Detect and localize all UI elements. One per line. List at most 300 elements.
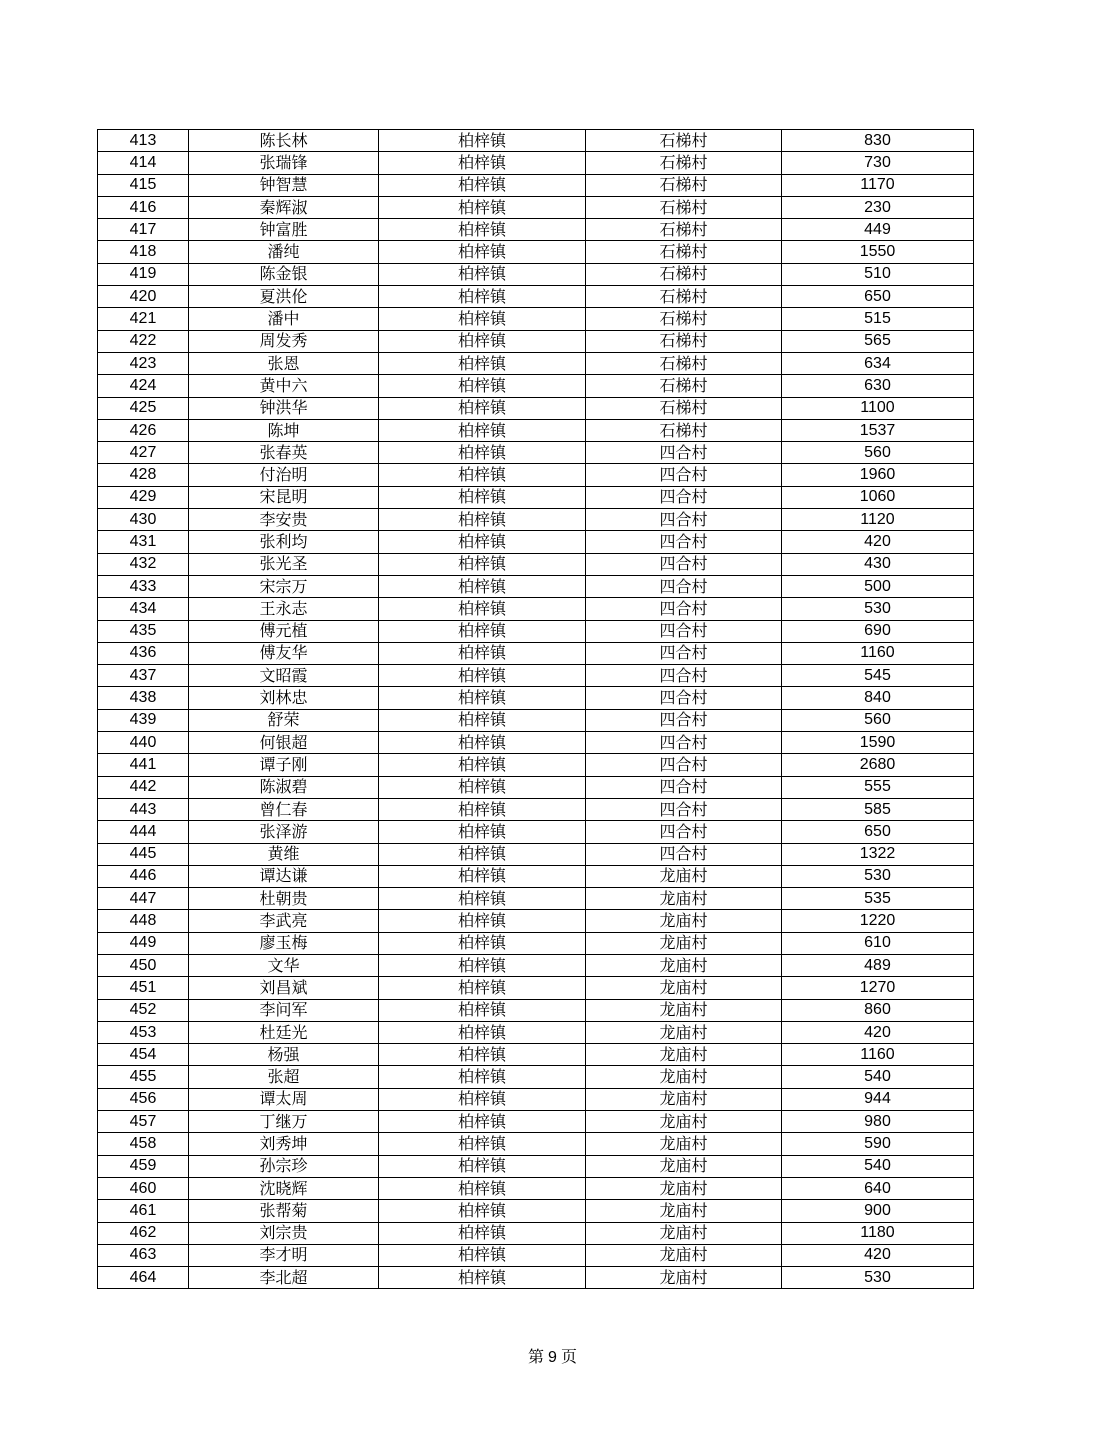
village-cell: 四合村 [586, 843, 782, 865]
village-cell: 四合村 [586, 620, 782, 642]
amount-cell: 515 [782, 308, 974, 330]
name-cell: 谭子刚 [189, 754, 379, 776]
table-row [98, 553, 974, 575]
amount-cell: 2680 [782, 754, 974, 776]
town-cell: 柏梓镇 [379, 843, 586, 865]
amount-cell: 610 [782, 932, 974, 954]
row-number-cell: 434 [98, 598, 189, 620]
row-number-cell: 422 [98, 330, 189, 352]
name-cell: 李安贵 [189, 509, 379, 531]
name-cell: 付治明 [189, 464, 379, 486]
village-cell: 四合村 [586, 464, 782, 486]
row-number-cell: 452 [98, 999, 189, 1021]
row-number-cell: 448 [98, 910, 189, 932]
name-cell: 舒荣 [189, 709, 379, 731]
village-cell: 龙庙村 [586, 1155, 782, 1177]
village-cell: 龙庙村 [586, 888, 782, 910]
town-cell: 柏梓镇 [379, 642, 586, 664]
amount-cell: 530 [782, 865, 974, 887]
village-cell: 石梯村 [586, 419, 782, 441]
name-cell: 何银超 [189, 732, 379, 754]
name-cell: 张泽游 [189, 821, 379, 843]
town-cell: 柏梓镇 [379, 798, 586, 820]
village-cell: 四合村 [586, 821, 782, 843]
village-cell: 龙庙村 [586, 1222, 782, 1244]
village-cell: 龙庙村 [586, 1267, 782, 1289]
name-cell: 刘林忠 [189, 687, 379, 709]
name-cell: 夏洪伦 [189, 286, 379, 308]
village-cell: 龙庙村 [586, 1088, 782, 1110]
name-cell: 傅友华 [189, 642, 379, 664]
row-number-cell: 437 [98, 665, 189, 687]
table-row [98, 1088, 974, 1110]
amount-cell: 860 [782, 999, 974, 1021]
table-row [98, 509, 974, 531]
table-row [98, 330, 974, 352]
village-cell: 四合村 [586, 598, 782, 620]
row-number-cell: 413 [98, 130, 189, 152]
row-number-cell: 460 [98, 1177, 189, 1199]
town-cell: 柏梓镇 [379, 1200, 586, 1222]
row-number-cell: 450 [98, 954, 189, 976]
amount-cell: 489 [782, 954, 974, 976]
amount-cell: 1220 [782, 910, 974, 932]
name-cell: 潘纯 [189, 241, 379, 263]
village-cell: 石梯村 [586, 397, 782, 419]
row-number-cell: 418 [98, 241, 189, 263]
table-row [98, 977, 974, 999]
row-number-cell: 439 [98, 709, 189, 731]
town-cell: 柏梓镇 [379, 553, 586, 575]
village-cell: 龙庙村 [586, 999, 782, 1021]
row-number-cell: 441 [98, 754, 189, 776]
amount-cell: 634 [782, 352, 974, 374]
town-cell: 柏梓镇 [379, 910, 586, 932]
name-cell: 廖玉梅 [189, 932, 379, 954]
name-cell: 钟富胜 [189, 219, 379, 241]
amount-cell: 590 [782, 1133, 974, 1155]
village-cell: 龙庙村 [586, 865, 782, 887]
table-row [98, 1177, 974, 1199]
row-number-cell: 427 [98, 442, 189, 464]
name-cell: 杜廷光 [189, 1021, 379, 1043]
row-number-cell: 447 [98, 888, 189, 910]
table-row [98, 865, 974, 887]
village-cell: 石梯村 [586, 152, 782, 174]
amount-cell: 1180 [782, 1222, 974, 1244]
village-cell: 四合村 [586, 754, 782, 776]
town-cell: 柏梓镇 [379, 397, 586, 419]
row-number-cell: 457 [98, 1111, 189, 1133]
table-row [98, 620, 974, 642]
table-row [98, 1066, 974, 1088]
row-number-cell: 438 [98, 687, 189, 709]
village-cell: 龙庙村 [586, 1177, 782, 1199]
row-number-cell: 445 [98, 843, 189, 865]
table-row [98, 665, 974, 687]
village-cell: 四合村 [586, 665, 782, 687]
row-number-cell: 459 [98, 1155, 189, 1177]
town-cell: 柏梓镇 [379, 509, 586, 531]
amount-cell: 650 [782, 821, 974, 843]
village-cell: 石梯村 [586, 241, 782, 263]
records-table-body [98, 130, 974, 1289]
town-cell: 柏梓镇 [379, 1133, 586, 1155]
town-cell: 柏梓镇 [379, 1177, 586, 1199]
town-cell: 柏梓镇 [379, 219, 586, 241]
village-cell: 四合村 [586, 509, 782, 531]
table-row [98, 932, 974, 954]
name-cell: 宋宗万 [189, 575, 379, 597]
row-number-cell: 423 [98, 352, 189, 374]
amount-cell: 585 [782, 798, 974, 820]
amount-cell: 535 [782, 888, 974, 910]
name-cell: 宋昆明 [189, 486, 379, 508]
amount-cell: 1960 [782, 464, 974, 486]
row-number-cell: 429 [98, 486, 189, 508]
row-number-cell: 446 [98, 865, 189, 887]
page-footer [0, 1344, 1105, 1367]
town-cell: 柏梓镇 [379, 575, 586, 597]
table-row [98, 687, 974, 709]
table-row [98, 1111, 974, 1133]
name-cell: 孙宗珍 [189, 1155, 379, 1177]
amount-cell: 1322 [782, 843, 974, 865]
records-table [97, 129, 974, 1289]
name-cell: 张利均 [189, 531, 379, 553]
name-cell: 刘秀坤 [189, 1133, 379, 1155]
village-cell: 石梯村 [586, 174, 782, 196]
amount-cell: 650 [782, 286, 974, 308]
town-cell: 柏梓镇 [379, 776, 586, 798]
town-cell: 柏梓镇 [379, 1244, 586, 1266]
amount-cell: 230 [782, 196, 974, 218]
row-number-cell: 451 [98, 977, 189, 999]
table-row [98, 196, 974, 218]
row-number-cell: 416 [98, 196, 189, 218]
amount-cell: 530 [782, 1267, 974, 1289]
name-cell: 张光圣 [189, 553, 379, 575]
table-row [98, 843, 974, 865]
town-cell: 柏梓镇 [379, 1066, 586, 1088]
village-cell: 石梯村 [586, 286, 782, 308]
town-cell: 柏梓镇 [379, 130, 586, 152]
amount-cell: 560 [782, 709, 974, 731]
table-row [98, 1044, 974, 1066]
table-row [98, 263, 974, 285]
row-number-cell: 417 [98, 219, 189, 241]
village-cell: 石梯村 [586, 308, 782, 330]
table-row [98, 152, 974, 174]
village-cell: 四合村 [586, 687, 782, 709]
row-number-cell: 415 [98, 174, 189, 196]
village-cell: 龙庙村 [586, 910, 782, 932]
town-cell: 柏梓镇 [379, 821, 586, 843]
table-row [98, 174, 974, 196]
table-row [98, 219, 974, 241]
village-cell: 龙庙村 [586, 954, 782, 976]
table-row [98, 732, 974, 754]
table-row [98, 1155, 974, 1177]
name-cell: 文昭霞 [189, 665, 379, 687]
town-cell: 柏梓镇 [379, 531, 586, 553]
amount-cell: 540 [782, 1066, 974, 1088]
table-row [98, 1133, 974, 1155]
row-number-cell: 455 [98, 1066, 189, 1088]
village-cell: 龙庙村 [586, 977, 782, 999]
amount-cell: 1590 [782, 732, 974, 754]
table-row [98, 308, 974, 330]
town-cell: 柏梓镇 [379, 1088, 586, 1110]
village-cell: 龙庙村 [586, 1200, 782, 1222]
amount-cell: 449 [782, 219, 974, 241]
table-row [98, 754, 974, 776]
name-cell: 丁继万 [189, 1111, 379, 1133]
table-row [98, 910, 974, 932]
name-cell: 曾仁春 [189, 798, 379, 820]
name-cell: 钟智慧 [189, 174, 379, 196]
table-row [98, 286, 974, 308]
village-cell: 龙庙村 [586, 932, 782, 954]
row-number-cell: 454 [98, 1044, 189, 1066]
table-row [98, 531, 974, 553]
name-cell: 傅元植 [189, 620, 379, 642]
table-row [98, 241, 974, 263]
row-number-cell: 421 [98, 308, 189, 330]
name-cell: 张春英 [189, 442, 379, 464]
table-row [98, 888, 974, 910]
table-row [98, 419, 974, 441]
table-row [98, 575, 974, 597]
name-cell: 张超 [189, 1066, 379, 1088]
table-row [98, 776, 974, 798]
name-cell: 陈坤 [189, 419, 379, 441]
amount-cell: 545 [782, 665, 974, 687]
town-cell: 柏梓镇 [379, 999, 586, 1021]
table-row [98, 352, 974, 374]
village-cell: 四合村 [586, 531, 782, 553]
amount-cell: 630 [782, 375, 974, 397]
row-number-cell: 442 [98, 776, 189, 798]
town-cell: 柏梓镇 [379, 196, 586, 218]
village-cell: 石梯村 [586, 219, 782, 241]
village-cell: 龙庙村 [586, 1133, 782, 1155]
amount-cell: 830 [782, 130, 974, 152]
town-cell: 柏梓镇 [379, 620, 586, 642]
village-cell: 四合村 [586, 732, 782, 754]
village-cell: 四合村 [586, 776, 782, 798]
row-number-cell: 424 [98, 375, 189, 397]
row-number-cell: 456 [98, 1088, 189, 1110]
row-number-cell: 432 [98, 553, 189, 575]
table-row [98, 1200, 974, 1222]
town-cell: 柏梓镇 [379, 709, 586, 731]
row-number-cell: 458 [98, 1133, 189, 1155]
village-cell: 四合村 [586, 798, 782, 820]
village-cell: 石梯村 [586, 130, 782, 152]
amount-cell: 730 [782, 152, 974, 174]
village-cell: 石梯村 [586, 330, 782, 352]
amount-cell: 420 [782, 1244, 974, 1266]
town-cell: 柏梓镇 [379, 977, 586, 999]
table-row [98, 1244, 974, 1266]
name-cell: 李才明 [189, 1244, 379, 1266]
table-row [98, 1222, 974, 1244]
table-row [98, 464, 974, 486]
row-number-cell: 463 [98, 1244, 189, 1266]
village-cell: 四合村 [586, 553, 782, 575]
name-cell: 张瑞锋 [189, 152, 379, 174]
village-cell: 龙庙村 [586, 1244, 782, 1266]
table-row [98, 642, 974, 664]
amount-cell: 1537 [782, 419, 974, 441]
name-cell: 陈金银 [189, 263, 379, 285]
row-number-cell: 426 [98, 419, 189, 441]
amount-cell: 560 [782, 442, 974, 464]
amount-cell: 555 [782, 776, 974, 798]
amount-cell: 510 [782, 263, 974, 285]
name-cell: 陈淑碧 [189, 776, 379, 798]
name-cell: 谭太周 [189, 1088, 379, 1110]
town-cell: 柏梓镇 [379, 888, 586, 910]
table-row [98, 397, 974, 419]
row-number-cell: 453 [98, 1021, 189, 1043]
amount-cell: 420 [782, 531, 974, 553]
name-cell: 黄中六 [189, 375, 379, 397]
table-row [98, 130, 974, 152]
village-cell: 龙庙村 [586, 1021, 782, 1043]
village-cell: 石梯村 [586, 196, 782, 218]
village-cell: 四合村 [586, 575, 782, 597]
amount-cell: 900 [782, 1200, 974, 1222]
row-number-cell: 449 [98, 932, 189, 954]
town-cell: 柏梓镇 [379, 263, 586, 285]
row-number-cell: 420 [98, 286, 189, 308]
name-cell: 刘宗贵 [189, 1222, 379, 1244]
name-cell: 周发秀 [189, 330, 379, 352]
name-cell: 张帮菊 [189, 1200, 379, 1222]
village-cell: 四合村 [586, 642, 782, 664]
amount-cell: 690 [782, 620, 974, 642]
table-row [98, 598, 974, 620]
row-number-cell: 414 [98, 152, 189, 174]
amount-cell: 1160 [782, 642, 974, 664]
row-number-cell: 430 [98, 509, 189, 531]
row-number-cell: 419 [98, 263, 189, 285]
table-row [98, 999, 974, 1021]
table-row [98, 486, 974, 508]
town-cell: 柏梓镇 [379, 286, 586, 308]
row-number-cell: 435 [98, 620, 189, 642]
town-cell: 柏梓镇 [379, 1267, 586, 1289]
town-cell: 柏梓镇 [379, 665, 586, 687]
amount-cell: 640 [782, 1177, 974, 1199]
name-cell: 文华 [189, 954, 379, 976]
town-cell: 柏梓镇 [379, 375, 586, 397]
town-cell: 柏梓镇 [379, 152, 586, 174]
row-number-cell: 440 [98, 732, 189, 754]
village-cell: 四合村 [586, 486, 782, 508]
row-number-cell: 443 [98, 798, 189, 820]
amount-cell: 500 [782, 575, 974, 597]
table-row [98, 821, 974, 843]
town-cell: 柏梓镇 [379, 352, 586, 374]
row-number-cell: 431 [98, 531, 189, 553]
amount-cell: 1100 [782, 397, 974, 419]
amount-cell: 1160 [782, 1044, 974, 1066]
name-cell: 刘昌斌 [189, 977, 379, 999]
row-number-cell: 464 [98, 1267, 189, 1289]
town-cell: 柏梓镇 [379, 308, 586, 330]
name-cell: 李北超 [189, 1267, 379, 1289]
town-cell: 柏梓镇 [379, 464, 586, 486]
page-number: 9 [548, 1349, 557, 1366]
town-cell: 柏梓镇 [379, 330, 586, 352]
amount-cell: 1270 [782, 977, 974, 999]
amount-cell: 565 [782, 330, 974, 352]
village-cell: 石梯村 [586, 352, 782, 374]
town-cell: 柏梓镇 [379, 865, 586, 887]
row-number-cell: 444 [98, 821, 189, 843]
amount-cell: 430 [782, 553, 974, 575]
town-cell: 柏梓镇 [379, 598, 586, 620]
town-cell: 柏梓镇 [379, 732, 586, 754]
village-cell: 龙庙村 [586, 1044, 782, 1066]
town-cell: 柏梓镇 [379, 174, 586, 196]
town-cell: 柏梓镇 [379, 419, 586, 441]
amount-cell: 540 [782, 1155, 974, 1177]
village-cell: 龙庙村 [586, 1066, 782, 1088]
town-cell: 柏梓镇 [379, 754, 586, 776]
town-cell: 柏梓镇 [379, 1155, 586, 1177]
town-cell: 柏梓镇 [379, 486, 586, 508]
name-cell: 谭达谦 [189, 865, 379, 887]
name-cell: 李武亮 [189, 910, 379, 932]
name-cell: 黄维 [189, 843, 379, 865]
name-cell: 陈长林 [189, 130, 379, 152]
town-cell: 柏梓镇 [379, 687, 586, 709]
row-number-cell: 436 [98, 642, 189, 664]
row-number-cell: 428 [98, 464, 189, 486]
table-row [98, 709, 974, 731]
page-footer-prefix: 第 [528, 1347, 545, 1366]
town-cell: 柏梓镇 [379, 954, 586, 976]
town-cell: 柏梓镇 [379, 1111, 586, 1133]
name-cell: 沈晓辉 [189, 1177, 379, 1199]
name-cell: 杜朝贵 [189, 888, 379, 910]
name-cell: 杨强 [189, 1044, 379, 1066]
table-row [98, 798, 974, 820]
village-cell: 四合村 [586, 442, 782, 464]
row-number-cell: 462 [98, 1222, 189, 1244]
town-cell: 柏梓镇 [379, 932, 586, 954]
row-number-cell: 461 [98, 1200, 189, 1222]
town-cell: 柏梓镇 [379, 241, 586, 263]
amount-cell: 1060 [782, 486, 974, 508]
name-cell: 钟洪华 [189, 397, 379, 419]
town-cell: 柏梓镇 [379, 1044, 586, 1066]
amount-cell: 840 [782, 687, 974, 709]
town-cell: 柏梓镇 [379, 442, 586, 464]
village-cell: 四合村 [586, 709, 782, 731]
village-cell: 石梯村 [586, 263, 782, 285]
amount-cell: 1550 [782, 241, 974, 263]
amount-cell: 530 [782, 598, 974, 620]
town-cell: 柏梓镇 [379, 1222, 586, 1244]
amount-cell: 980 [782, 1111, 974, 1133]
amount-cell: 944 [782, 1088, 974, 1110]
name-cell: 张恩 [189, 352, 379, 374]
